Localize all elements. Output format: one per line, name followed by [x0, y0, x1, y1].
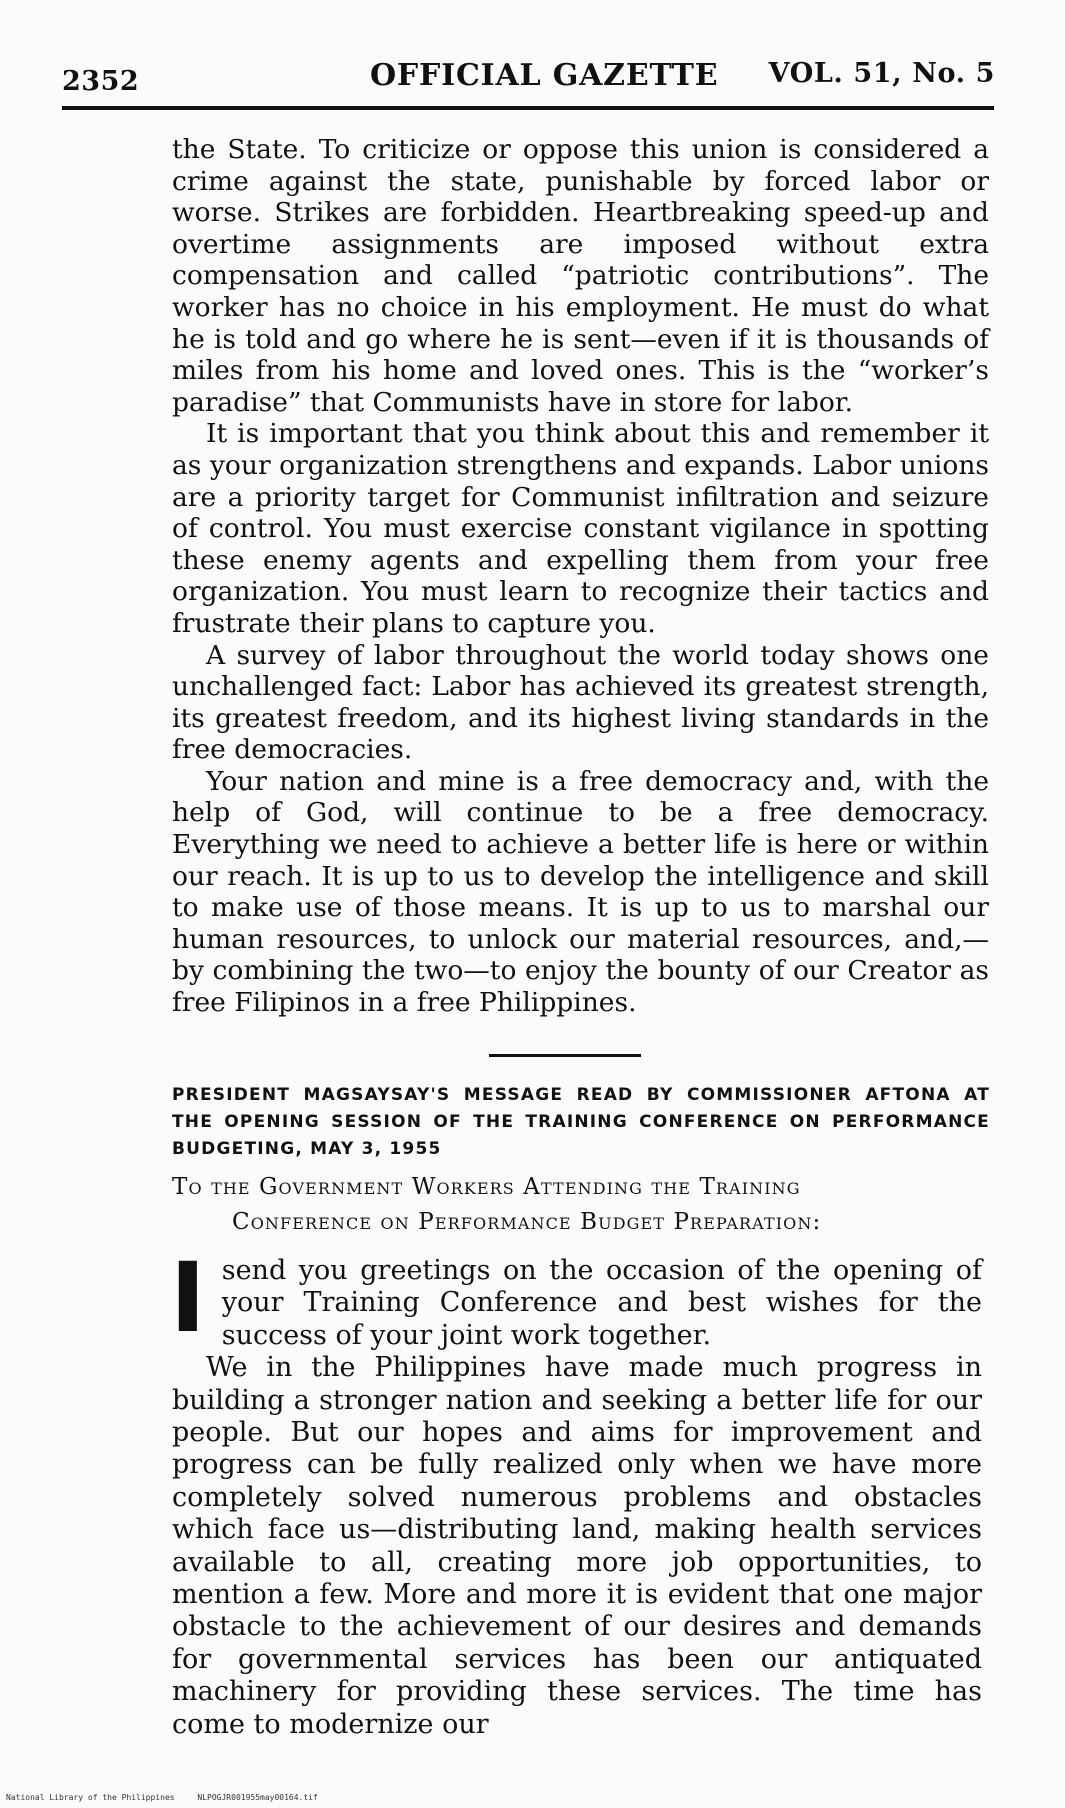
volume-number: VOL. 51, No. 5 [768, 58, 995, 89]
message-body [170, 1242, 982, 1741]
section-divider [489, 1054, 641, 1057]
continued-article [172, 134, 989, 1019]
paragraph-2: It is important that you think about this and remember it as your organization strengthens and expands. Labor unions are a priority target for Communist infiltration and seizure of control. You must exercise constant vigilance in spotting these enemy agents and expelling them from your free organization. You must learn to recognize their tactics and frustrate their plans to capture you. [172, 418, 989, 639]
opening-paragraph [170, 1242, 982, 1354]
publication-title: OFFICIAL GAZETTE [370, 58, 719, 93]
paragraph-4: Your nation and mine is a free democracy and, with the help of God, will continue to be a free democracy. Everything we need to achieve a better life is here or within our reach. It is up to us to develop the intelligence and skill to make use of those means. It is up to us to marshal our human resources, to unlock our material resources, and,—by combining the two—to enjoy the bounty of our Creator as free Filipinos in a free Philippines. [172, 765, 989, 1019]
salutation-line-2: Conference on Performance Budget Preparation: [232, 1209, 822, 1235]
footer-source: National Library of the Philippines [6, 1793, 175, 1802]
opening-text: send you greetings on the occasion of the opening of your Training Conference and best wishes for the success of your joint work together. [221, 1255, 982, 1351]
footer-file: NLPOGJR001955may00164.tif [197, 1793, 318, 1802]
page-number: 2352 [62, 66, 140, 97]
salutation [172, 1170, 990, 1240]
header-rule [62, 106, 994, 110]
paragraph-3: A survey of labor throughout the world today shows one unchallenged fact: Labor has achieved its greatest strength, its greatest freedom, and its highest living standards in the free democracies. [172, 639, 989, 766]
scan-footer [6, 1793, 318, 1802]
drop-cap: I [170, 1242, 206, 1354]
article-heading: PRESIDENT MAGSAYSAY'S MESSAGE READ BY COMMISSIONER AFTONA AT THE OPENING SESSION OF THE TRAINING CONFERENCE ON PERFORMANCE BUDGETING, MAY 3, 1955 [172, 1085, 990, 1159]
paragraph-1: the State. To criticize or oppose this union is considered a crime against the state, punishable by forced labor or worse. Strikes are forbidden. Heartbreaking speed-up and overtime assignments are imposed without extra compensation and called “patriotic contributions”. The worker has no choice in his employment. He must do what he is told and go where he is sent—even if it is thousands of miles from his home and loved ones. This is the “worker’s paradise” that Communists have in store for labor. [172, 134, 989, 418]
salutation-line-1: To the Government Workers Attending the Training [172, 1174, 801, 1200]
message-paragraph-2: We in the Philippines have made much progress in building a stronger nation and seeking a better life for our people. But our hopes and aims for improvement and progress can be fully realized only when we have more completely solved numerous problems and obstacles which face us—distributing land, making health services available to all, creating more job opportunities, to mention a few. More and more it is evident that one major obstacle to the achievement of our desires and demands for governmental services has been our antiquated machinery for providing these services. The time has come to modernize our [172, 1352, 982, 1740]
